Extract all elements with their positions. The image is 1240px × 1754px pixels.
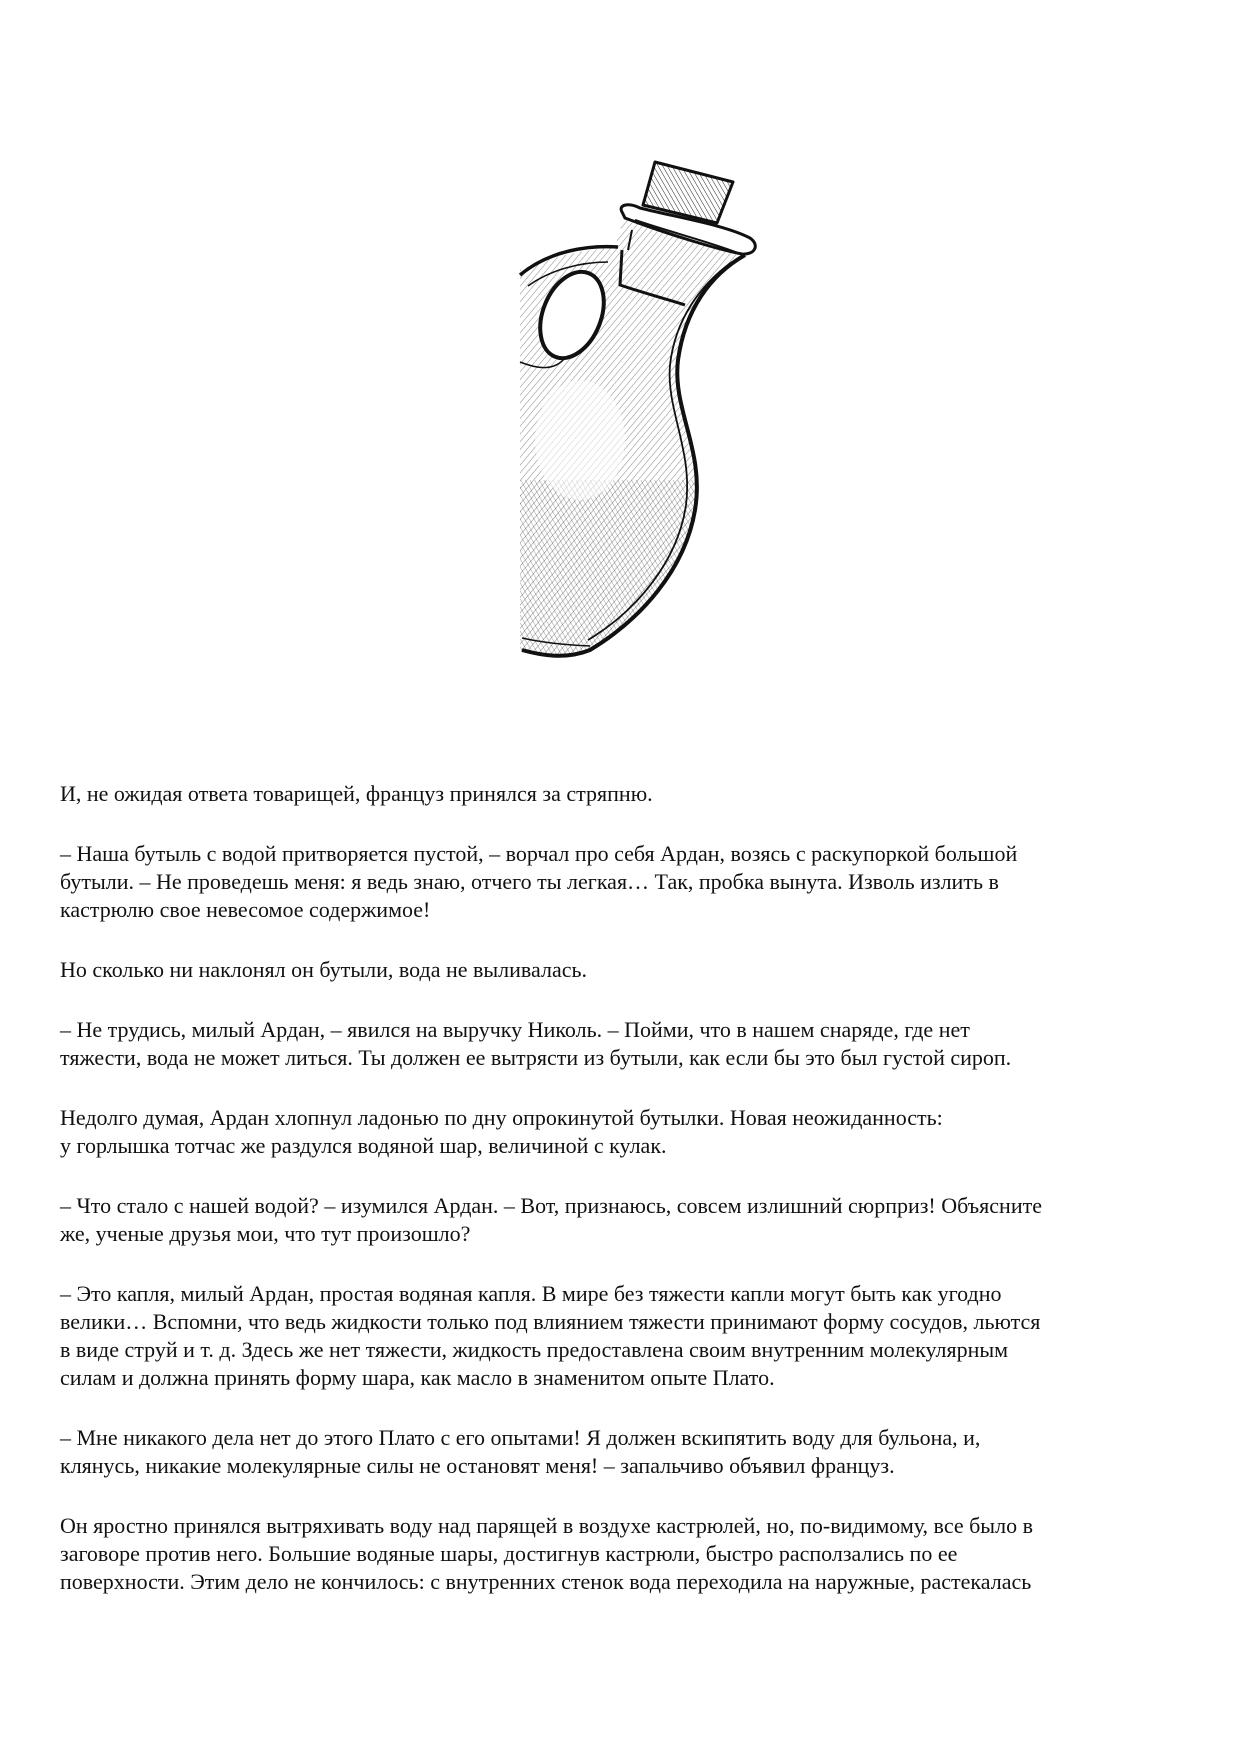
paragraph (60, 1192, 1200, 1248)
text-line: – Это капля, милый Ардан, простая водяная капля. В мире без тяжести капли могут быть как угодно (60, 1281, 1002, 1306)
text-line: бутыли. – Не проведешь меня: я ведь знаю, отчего ты легкая… Так, пробка вынута. Изволь излить в (60, 869, 999, 894)
paragraph (60, 1280, 1200, 1392)
text-line: – Что стало с нашей водой? – изумился Ардан. – Вот, признаюсь, совсем излишний сюрприз! Объясните (60, 1193, 1042, 1218)
text-line: – Не трудись, милый Ардан, – явился на выручку Николь. – Пойми, что в нашем снаряде, где нет (60, 1017, 970, 1042)
paragraph (60, 1512, 1200, 1596)
paragraph (60, 1424, 1200, 1480)
text-line: Он яростно принялся вытряхивать воду над парящей в воздухе кастрюлей, но, по-видимому, все было в (60, 1513, 1033, 1538)
text-line: – Наша бутыль с водой притворяется пустой, – ворчал про себя Ардан, возясь с раскупоркой большой (60, 841, 1018, 866)
jug-illustration (510, 150, 770, 710)
text-line: заговоре против него. Большие водяные шары, достигнув кастрюли, быстро расползались по ее (60, 1541, 958, 1566)
text-line: клянусь, никакие молекулярные силы не остановят меня! – запальчиво объявил француз. (60, 1453, 895, 1478)
document-body (60, 780, 1200, 1628)
paragraph (60, 956, 1200, 984)
paragraph (60, 1016, 1200, 1072)
jug-hatching (510, 210, 770, 670)
text-line: в виде струй и т. д. Здесь же нет тяжести, жидкость предоставлена своим внутренним молекулярным (60, 1337, 1009, 1362)
text-line: тяжести, вода не может литься. Ты должен ее вытрясти из бутыли, как если бы это был густой сироп. (60, 1045, 1012, 1070)
paragraph (60, 1104, 1200, 1160)
text-line: Недолго думая, Ардан хлопнул ладонью по дну опрокинутой бутылки. Новая неожиданность: (60, 1105, 943, 1130)
text-line: велики… Вспомни, что ведь жидкости только под влиянием тяжести принимают форму сосудов, льются (60, 1309, 1041, 1334)
text-line: кастрюлю свое невесомое содержимое! (60, 897, 431, 922)
text-line: у горлышка тотчас же раздулся водяной шар, величиной с кулак. (60, 1133, 667, 1158)
text-line: – Мне никакого дела нет до этого Плато с его опытами! Я должен вскипятить воду для бульона, и, (60, 1425, 981, 1450)
text-line: силам и должна принять форму шара, как масло в знаменитом опыте Плато. (60, 1365, 775, 1390)
text-line: же, ученые друзья мои, что тут произошло? (60, 1221, 471, 1246)
text-line: поверхности. Этим дело не кончилось: с внутренних стенок вода переходила на наружные, растекалась (60, 1569, 1032, 1594)
paragraph (60, 780, 1200, 808)
text-line: И, не ожидая ответа товарищей, француз принялся за стряпню. (60, 781, 653, 806)
text-line: Но сколько ни наклонял он бутыли, вода не выливалась. (60, 957, 588, 982)
paragraph (60, 840, 1200, 924)
